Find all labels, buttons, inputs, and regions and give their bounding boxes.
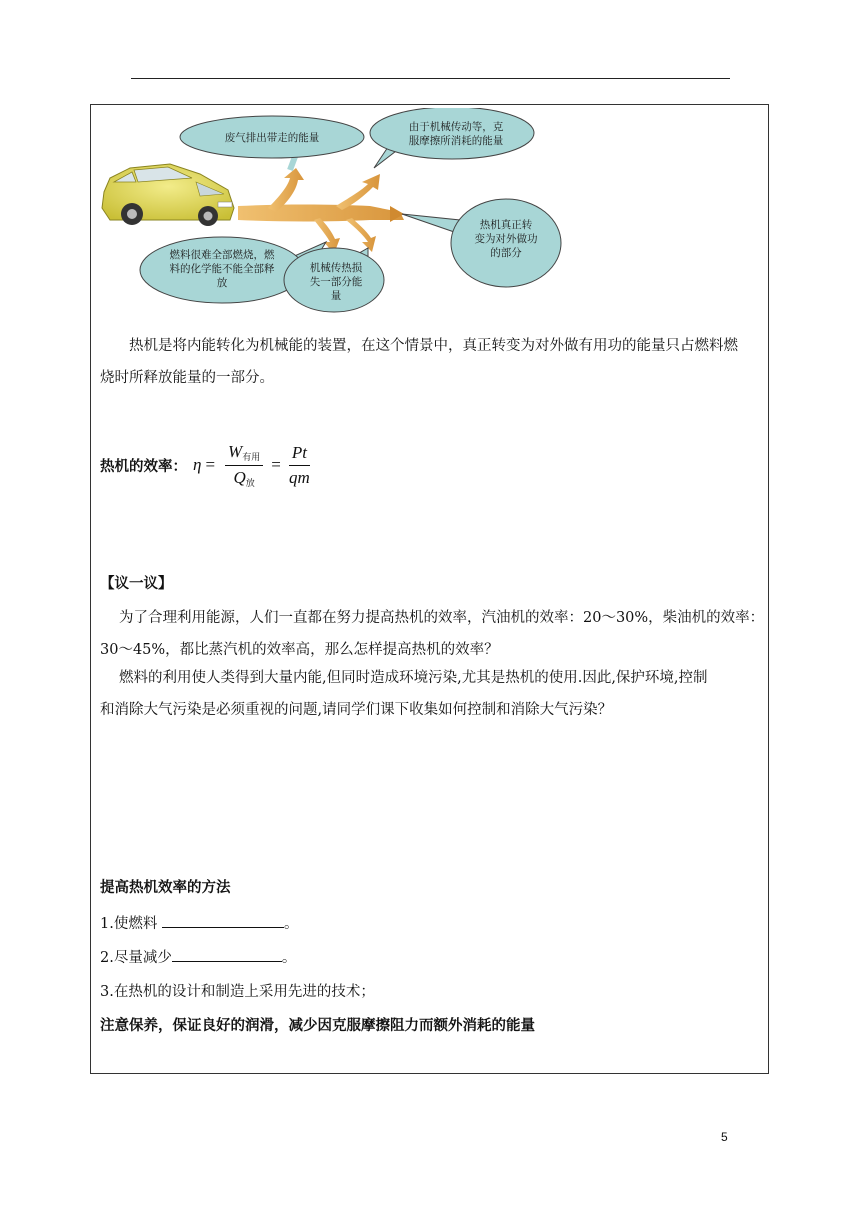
discuss-p1-line-2: 30～45%，都比蒸汽机的效率高，那么怎样提高热机的效率？ <box>100 642 499 658</box>
bubble-exhaust-text <box>225 131 320 144</box>
maintenance-note: 注意保养，保证良好的润滑，减少因克服摩擦阻力而额外消耗的能量 <box>100 1018 535 1034</box>
car-illustration <box>102 164 234 226</box>
equals-sign-1: = <box>205 455 216 474</box>
method-1-suffix: 。 <box>283 916 299 932</box>
method-item-2 <box>100 946 296 967</box>
efficiency-formula <box>193 442 316 489</box>
discuss-p2-line-2: 和消除大气污染是必须重视的问题,请同学们课下收集如何控制和消除大气污染？ <box>100 702 613 718</box>
method-2-prefix: 2.尽量减少 <box>100 950 172 966</box>
intro-line-2: 烧时所释放能量的一部分。 <box>100 370 274 386</box>
bubble-text-line: 量 <box>330 290 342 302</box>
bubble-text-line: 失一部分能 <box>309 276 363 288</box>
fraction-numerator-w <box>225 442 263 466</box>
intro-paragraph <box>100 330 770 394</box>
bubble-useful <box>402 199 561 287</box>
fraction-pt-over-qm <box>289 443 310 488</box>
bubble-text-line: 机械传热损 <box>309 262 363 274</box>
bubble-text-line: 变为对外做功 <box>474 233 538 245</box>
bubble-text-line: 的部分 <box>490 247 522 259</box>
bubble-text-line: 放 <box>216 277 228 289</box>
w-symbol: W <box>228 441 243 461</box>
bubble-text-line: 热机真正转 <box>479 219 533 231</box>
equals-sign-2: = <box>271 455 281 474</box>
method-item-1 <box>100 912 298 933</box>
method-2-suffix: 。 <box>281 950 297 966</box>
fraction-denominator-qm: qm <box>288 467 310 487</box>
header-rule <box>131 78 730 79</box>
method-1-prefix: 1.使燃料 <box>100 916 162 932</box>
method-1-blank[interactable] <box>162 912 284 928</box>
bubble-exhaust <box>180 116 364 170</box>
discuss-paragraph-2 <box>100 662 770 726</box>
bubble-heat-loss <box>284 248 384 312</box>
eta-symbol: η <box>193 455 202 474</box>
discuss-p2-line-1: 燃料的利用使人类得到大量内能,但同时造成环境污染,尤其是热机的使用.因此,保护环境,控制 <box>119 670 708 686</box>
efficiency-formula-row <box>100 440 316 490</box>
q-subscript: 放 <box>245 478 255 489</box>
efficiency-label: 热机的效率： <box>100 458 187 475</box>
discuss-p1-line-1: 为了合理利用能源，人们一直都在努力提高热机的效率，汽油机的效率：20～30%，柴油机的效率： <box>119 610 765 626</box>
fraction-denominator-q <box>233 466 254 489</box>
fraction-numerator-pt: Pt <box>289 443 310 466</box>
intro-line-1: 热机是将内能转化为机械能的装置，在这个情景中，真正转变为对外做有用功的能量只占燃料燃 <box>129 338 738 354</box>
method-2-blank[interactable] <box>172 946 282 962</box>
bubble-text-line: 燃料很难全部燃烧，燃 <box>169 249 275 261</box>
bubble-text-line: 由于机械传动等，克 <box>408 121 504 133</box>
fraction-w-over-q <box>225 442 263 489</box>
bubble-text-line: 料的化学能不能全部释 <box>169 263 275 275</box>
bubble-text-line: 服摩擦所消耗的能量 <box>408 135 504 147</box>
discuss-paragraph-1 <box>100 602 770 666</box>
method-item-3: 3.在热机的设计和制造上采用先进的技术； <box>100 984 375 1000</box>
energy-flow-diagram <box>100 108 568 314</box>
bubble-friction <box>370 108 534 168</box>
page-number: 5 <box>721 1130 728 1144</box>
discuss-title: 【议一议】 <box>100 576 173 592</box>
methods-title: 提高热机效率的方法 <box>100 880 231 896</box>
w-subscript: 有用 <box>242 452 261 463</box>
bubble-text-line: 废气排出带走的能量 <box>224 132 320 144</box>
q-symbol: Q <box>233 467 246 487</box>
